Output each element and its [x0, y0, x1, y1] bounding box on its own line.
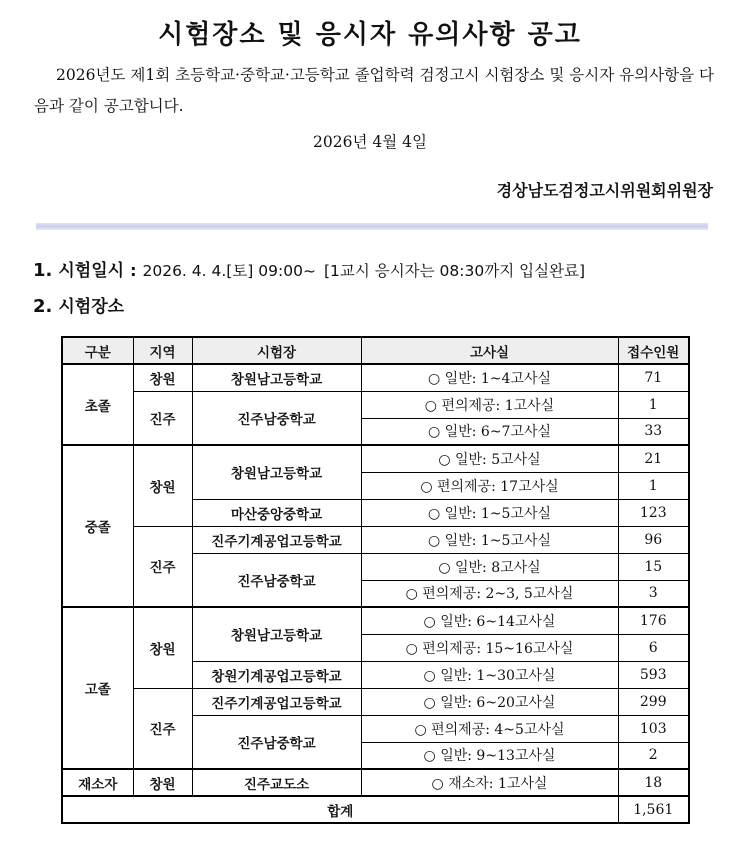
table-row [62, 445, 689, 472]
region-cell: 진주 [133, 688, 192, 769]
total-count: 1,561 [618, 796, 689, 823]
venue-cell: 진주기계공업고등학교 [192, 526, 361, 553]
entry-note: [1교시 응시자는 08:30까지 입실완료] [323, 262, 586, 280]
region-cell: 진주 [133, 391, 192, 445]
exam-schedule: 2026. 4. 4.[토] 09:00~ [142, 262, 316, 280]
count-cell: 123 [618, 499, 689, 526]
count-cell: 3 [618, 580, 689, 607]
group-cell: 초졸 [62, 364, 133, 445]
total-row [62, 796, 689, 823]
table-row [62, 526, 689, 553]
count-cell: 1 [618, 391, 689, 418]
table-row [62, 688, 689, 715]
room-cell: ○ 편의제공: 2~3, 5고사실 [361, 580, 618, 607]
room-cell: ○ 일반: 5고사실 [361, 445, 618, 472]
section-exam-venue [33, 292, 124, 317]
venue-cell: 진주남중학교 [192, 553, 361, 607]
room-cell: ○ 일반: 1~30고사실 [361, 661, 618, 688]
venue-cell: 진주남중학교 [192, 715, 361, 769]
region-cell: 창원 [133, 769, 192, 796]
header-category: 구분 [62, 337, 133, 364]
count-cell: 2 [618, 742, 689, 769]
region-cell: 창원 [133, 445, 192, 526]
count-cell: 96 [618, 526, 689, 553]
header-region: 지역 [133, 337, 192, 364]
venue-cell: 마산중앙중학교 [192, 499, 361, 526]
table-row [62, 607, 689, 634]
count-cell: 103 [618, 715, 689, 742]
group-cell: 고졸 [62, 607, 133, 769]
notice-title: 시험장소 및 응시자 유의사항 공고 [158, 20, 582, 50]
count-cell: 71 [618, 364, 689, 391]
venue-cell: 진주교도소 [192, 769, 361, 796]
header-venue: 시험장 [192, 337, 361, 364]
table-row [62, 769, 689, 796]
room-cell: ○ 재소자: 1고사실 [361, 769, 618, 796]
count-cell: 33 [618, 418, 689, 445]
section-label: 시험일시 [58, 261, 125, 281]
count-cell: 21 [618, 445, 689, 472]
region-cell: 창원 [133, 607, 192, 688]
room-cell: ○ 편의제공: 17고사실 [361, 472, 618, 499]
room-cell: ○ 일반: 1~5고사실 [361, 526, 618, 553]
section-divider [36, 223, 708, 230]
venue-cell: 창원남고등학교 [192, 445, 361, 499]
section-number: 1. [33, 260, 53, 281]
group-cell: 재소자 [62, 769, 133, 796]
header-room: 고사실 [361, 337, 618, 364]
count-cell: 176 [618, 607, 689, 634]
count-cell: 299 [618, 688, 689, 715]
header-applicants: 접수인원 [618, 337, 689, 364]
section-exam-datetime [33, 256, 585, 281]
notice-signer: 경상남도검정고시위원회위원장 [496, 181, 713, 200]
section-separator: : [130, 261, 137, 280]
count-cell: 15 [618, 553, 689, 580]
venue-cell: 진주남중학교 [192, 391, 361, 445]
room-cell: ○ 편의제공: 15~16고사실 [361, 634, 618, 661]
room-cell: ○ 편의제공: 1고사실 [361, 391, 618, 418]
count-cell: 1 [618, 472, 689, 499]
count-cell: 6 [618, 634, 689, 661]
notice-date: 2026년 4월 4일 [313, 133, 427, 151]
section-label: 시험장소 [58, 297, 125, 317]
section-number: 2. [33, 296, 53, 317]
room-cell: ○ 일반: 1~5고사실 [361, 499, 618, 526]
count-cell: 18 [618, 769, 689, 796]
venue-cell: 창원남고등학교 [192, 607, 361, 661]
table-row [62, 364, 689, 391]
venue-table [61, 336, 690, 824]
count-cell: 593 [618, 661, 689, 688]
region-cell: 창원 [133, 364, 192, 391]
table-row [62, 391, 689, 418]
room-cell: ○ 일반: 6~20고사실 [361, 688, 618, 715]
notice-intro: 2026년도 제1회 초등학교·중학교·고등학교 졸업학력 검정고시 시험장소 및 응시자 유의사항을 다음과 같이 공고합니다. [34, 66, 714, 115]
room-cell: ○ 편의제공: 4~5고사실 [361, 715, 618, 742]
room-cell: ○ 일반: 6~7고사실 [361, 418, 618, 445]
room-cell: ○ 일반: 1~4고사실 [361, 364, 618, 391]
venue-cell: 창원남고등학교 [192, 364, 361, 391]
room-cell: ○ 일반: 6~14고사실 [361, 607, 618, 634]
venue-cell: 창원기계공업고등학교 [192, 661, 361, 688]
total-label: 합계 [62, 796, 618, 823]
table-header-row [62, 337, 689, 364]
group-cell: 중졸 [62, 445, 133, 607]
venue-cell: 진주기계공업고등학교 [192, 688, 361, 715]
room-cell: ○ 일반: 8고사실 [361, 553, 618, 580]
room-cell: ○ 일반: 9~13고사실 [361, 742, 618, 769]
region-cell: 진주 [133, 526, 192, 607]
